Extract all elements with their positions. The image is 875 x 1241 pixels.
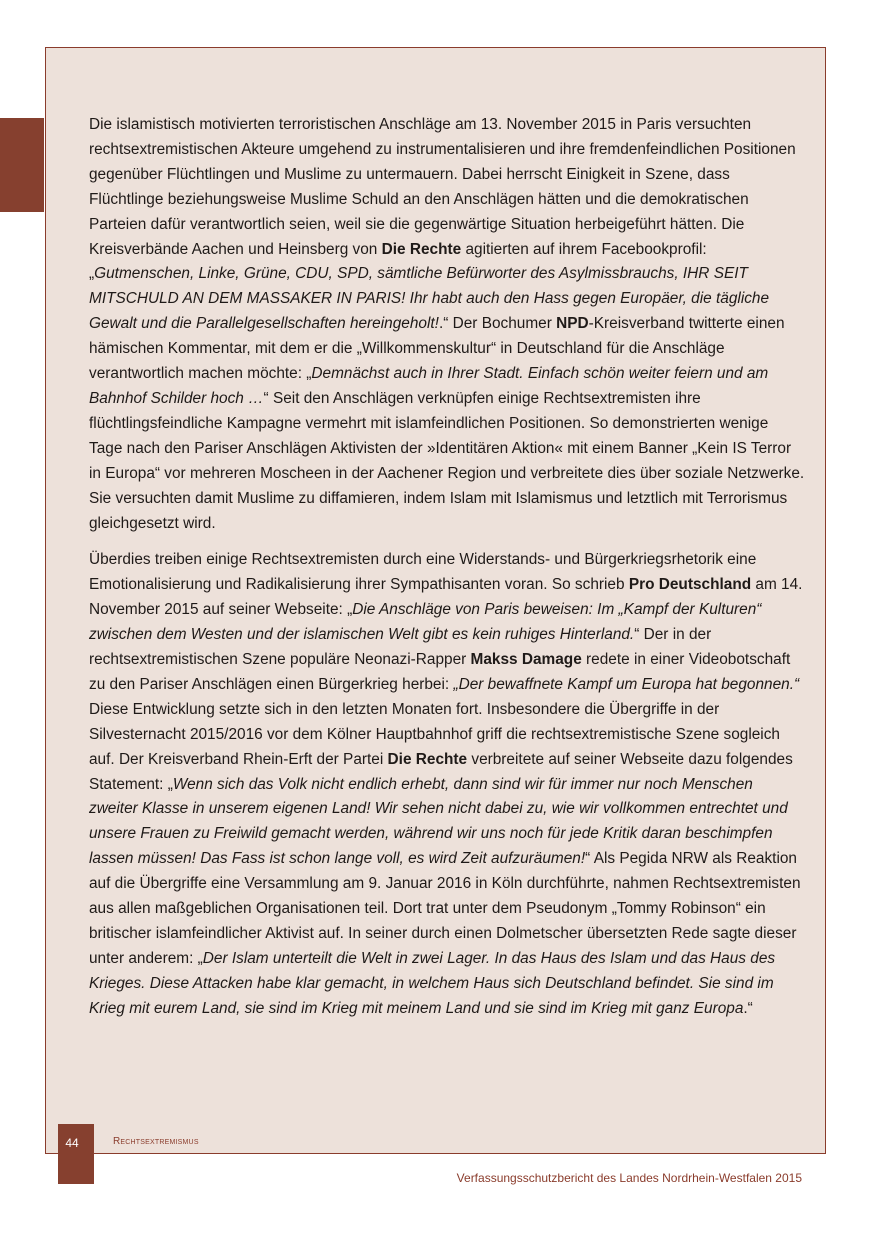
text-run: agitierten auf ihrem Facebookprofil: „ [89,240,707,283]
quote-text: Der Islam unterteilt die Welt in zwei Lager. In das Haus des Islam und das Haus des Krieges. Diese Attacken habe klar gemacht, in welchem Haus sich Deutschland befindet. Sie sind im Krieg mit eurem Land, sie sind im Krieg mit meinem Land und sie sind im Krieg mit ganz Europa [89,949,776,1017]
page-number: 44 [65,1136,79,1150]
text-run: Die islamistisch motivierten terroristischen Anschläge am 13. November 2015 in Paris versuchten rechtsextremistischen Akteure umgehend zu instrumentalisieren und ihre fremdenfeindlichen Positionen gegenüber Flüchtlingen und Muslime zu untermauern. Dabei herrscht Einigkeit in Szene, dass Flüchtlinge beziehungsweise Muslime Schuld an den Anschlägen hätten und die demokratischen Parteien dafür verantwortlich seien, weil sie die gegenwärtige Situation herbeigeführt hätten. Die Kreisverbände Aachen und Heinsberg von [89,116,796,258]
quote-text: „Der bewaffnete Kampf um Europa hat begonnen.“ [453,675,800,693]
quote-text: Demnächst auch in Ihrer Stadt. Einfach schön weiter feiern und am Bahnhof Schilder hoch … [89,365,769,407]
text-run: “ Als Pegida NRW als Reaktion auf die Übergriffe eine Versammlung am 9. Januar 2016 in Köln durchführte, nahmen Rechtsextremisten aus allen maßgeblichen Organisationen teil. Dort trat unter dem Pseudonym „Tommy Robinson“ ein britischer islamfeindlicher Aktivist auf. In seiner durch einen Dolmetscher übersetzten Rede sagte dieser unter anderem: „ [89,850,801,967]
text-run: Überdies treiben einige Rechtsextremisten durch eine Widerstands- und Bürgerkriegsrhetorik eine Emotionalisierung und Radikalisierung ihrer Sympathisanten voran. So schrieb [89,551,757,594]
text-run: .“ [743,999,753,1017]
bold-text: Die Rechte [381,240,462,258]
text-run: .“ Der Bochumer [438,315,557,333]
quote-text: Gutmenschen, Linke, Grüne, CDU, SPD, sämtliche Befürworter des Asylmissbrauchs, IHR SEIT MITSCHULD AN DEM MASSAKER IN PARIS! Ihr habt auch den Hass gegen Europäer, die tägliche Gewalt und die Parallelgesellschaften hereingeholt! [89,265,770,333]
bold-text: Pro Deutschland [628,576,752,594]
quote-text: Die Anschläge von Paris beweisen: Im „Kampf der Kulturen“ zwischen dem Westen und der islamischen Welt gibt es kein ruhiges Hinterland. [89,601,762,644]
text-run: “ Seit den Anschlägen verknüpfen einige Rechtsextremisten ihre flüchtlingsfeindliche Kampagne vermehrt mit islamfeindlichen Positionen. So demonstrierten wenige Tage nach den Pariser Anschlägen Aktivisten der »Identitären Aktion« mit einem Banner „Kein IS Terror in Europa“ vor mehreren Moscheen in der Aachener Region und verbreitete dies über soziale Netzwerke. Sie versuchten damit Muslime zu diffamieren, indem Islam mit Islamismus und letztlich mit Terrorismus gleichgesetzt wird. [89,389,805,532]
text-run: “ Der in der rechtsextremistischen Szene populäre Neonazi-Rapper [89,626,712,669]
bold-text: NPD [556,315,589,333]
footer-title: Verfassungsschutzbericht des Landes Nordrhein-Westfalen 2015 [456,1171,802,1185]
text-run: Diese Entwicklung setzte sich in den letzten Monaten fort. Insbesondere die Übergriffe in der Silvesternacht 2015/2016 vor dem Kölner Hauptbahnhof griff die rechtsextremistische Szene sogleich auf. Der Kreisverband Rhein-Erft der Partei [89,700,780,768]
body-text [89,113,805,1034]
text-run: am 14. November 2015 auf seiner Webseite: „ [89,576,803,619]
text-run: verbreitete auf seiner Webseite dazu folgendes Statement: „ [89,750,793,793]
paragraph-2 [89,548,805,1021]
text-run: -Kreisverband twitterte einen hämischen Kommentar, mit dem er die „Willkommenskultur“ in Deutschland für die Anschläge verantwortlich machen möchte: „ [89,315,785,383]
page-number-tab [58,1124,94,1184]
text-run: redete in einer Videobotschaft zu den Pariser Anschlägen einen Bürgerkrieg herbei: [89,651,791,693]
quote-text: Wenn sich das Volk nicht endlich erhebt, dann sind wir für immer nur noch Menschen zweiter Klasse in unserem eigenen Land! Wir sehen nicht dabei zu, wie wir vollkommen entrechtet und unsere Frauen zu Freiwild gemacht werden, während wir uns noch für jede Kritik daran beschimpfen lassen müssen! Das Fass ist schon lange voll, es wird Zeit aufzuräumen! [89,775,788,868]
paragraph-1 [89,113,805,536]
chapter-marker-tab [0,118,44,212]
bold-text: Die Rechte [387,750,468,768]
bold-text: Makss Damage [470,651,582,669]
section-label: Rechtsextremismus [113,1136,199,1147]
